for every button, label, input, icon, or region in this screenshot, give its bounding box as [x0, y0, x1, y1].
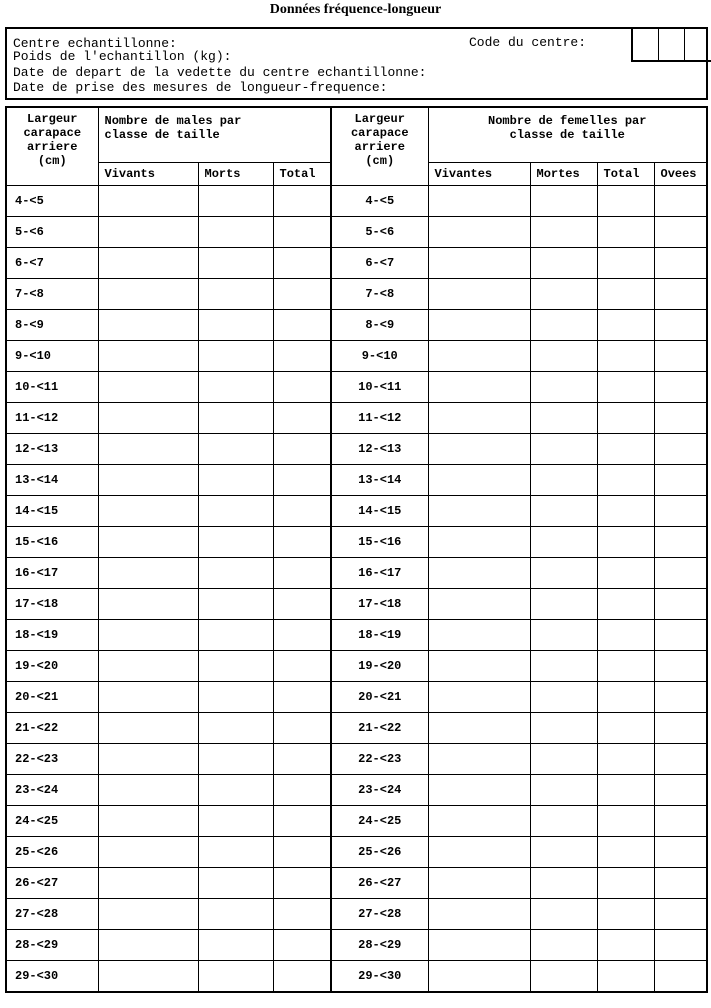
male-count-cell[interactable]	[273, 899, 331, 930]
size-class-label: 27-<28	[331, 899, 428, 930]
size-class-label: 20-<21	[331, 682, 428, 713]
female-count-cell[interactable]	[530, 558, 597, 589]
female-count-cell[interactable]	[654, 496, 707, 527]
size-class-label: 25-<26	[331, 837, 428, 868]
male-count-cell[interactable]	[98, 465, 198, 496]
female-count-cell[interactable]	[530, 186, 597, 217]
size-class-label: 5-<6	[6, 217, 98, 248]
table-row	[6, 806, 707, 837]
table-row	[6, 403, 707, 434]
female-count-cell[interactable]	[654, 899, 707, 930]
male-count-cell[interactable]	[198, 651, 273, 682]
female-count-cell[interactable]	[597, 186, 654, 217]
female-count-cell[interactable]	[428, 341, 530, 372]
size-class-label: 24-<25	[331, 806, 428, 837]
male-count-cell[interactable]	[273, 868, 331, 899]
female-col-header: Total	[597, 163, 654, 186]
female-count-cell[interactable]	[428, 961, 530, 993]
female-count-cell[interactable]	[654, 465, 707, 496]
female-count-cell[interactable]	[597, 682, 654, 713]
size-class-label: 14-<15	[6, 496, 98, 527]
size-class-label: 7-<8	[331, 279, 428, 310]
table-row	[6, 682, 707, 713]
size-class-label: 15-<16	[6, 527, 98, 558]
male-count-cell[interactable]	[273, 403, 331, 434]
female-count-cell[interactable]	[428, 589, 530, 620]
male-count-cell[interactable]	[98, 589, 198, 620]
female-count-cell[interactable]	[654, 558, 707, 589]
code-box[interactable]	[685, 29, 711, 60]
date-prise-label: Date de prise des mesures de longueur-frequence:	[13, 80, 388, 95]
female-count-cell[interactable]	[654, 434, 707, 465]
female-count-cell[interactable]	[428, 651, 530, 682]
female-count-cell[interactable]	[597, 310, 654, 341]
table-row	[6, 558, 707, 589]
female-count-cell[interactable]	[530, 527, 597, 558]
female-count-cell[interactable]	[597, 899, 654, 930]
size-class-label: 22-<23	[6, 744, 98, 775]
female-count-cell[interactable]	[530, 744, 597, 775]
table-row	[6, 372, 707, 403]
female-count-cell[interactable]	[428, 806, 530, 837]
table-row	[6, 713, 707, 744]
male-count-cell[interactable]	[273, 465, 331, 496]
female-count-cell[interactable]	[597, 744, 654, 775]
male-count-cell[interactable]	[273, 620, 331, 651]
size-class-label: 22-<23	[331, 744, 428, 775]
female-count-cell[interactable]	[530, 806, 597, 837]
poids-label: Poids de l'echantillon (kg):	[13, 49, 232, 64]
male-count-cell[interactable]	[198, 372, 273, 403]
sample-info-box	[5, 27, 708, 100]
male-count-cell[interactable]	[198, 620, 273, 651]
male-count-cell[interactable]	[273, 279, 331, 310]
size-class-label: 4-<5	[331, 186, 428, 217]
male-count-cell[interactable]	[198, 868, 273, 899]
size-class-label: 21-<22	[6, 713, 98, 744]
female-count-cell[interactable]	[428, 868, 530, 899]
female-count-cell[interactable]	[597, 837, 654, 868]
female-count-cell[interactable]	[597, 589, 654, 620]
female-count-cell[interactable]	[428, 930, 530, 961]
male-count-cell[interactable]	[273, 806, 331, 837]
female-count-cell[interactable]	[654, 248, 707, 279]
female-count-cell[interactable]	[530, 372, 597, 403]
date-depart-label: Date de depart de la vedette du centre echantillonne:	[13, 65, 427, 80]
page-title: Données fréquence-longueur	[269, 2, 442, 17]
size-class-label: 6-<7	[331, 248, 428, 279]
code-box[interactable]	[659, 29, 685, 60]
female-count-cell[interactable]	[654, 868, 707, 899]
male-count-cell[interactable]	[198, 961, 273, 993]
size-class-label: 10-<11	[331, 372, 428, 403]
male-count-cell[interactable]	[198, 558, 273, 589]
size-class-label: 8-<9	[6, 310, 98, 341]
female-count-cell[interactable]	[428, 248, 530, 279]
female-count-cell[interactable]	[654, 713, 707, 744]
size-class-label: 7-<8	[6, 279, 98, 310]
size-class-label: 4-<5	[6, 186, 98, 217]
table-row	[6, 868, 707, 899]
male-count-cell[interactable]	[98, 496, 198, 527]
size-class-label: 25-<26	[6, 837, 98, 868]
female-count-cell[interactable]	[428, 434, 530, 465]
female-count-cell[interactable]	[597, 930, 654, 961]
size-class-label: 6-<7	[6, 248, 98, 279]
male-count-cell[interactable]	[273, 744, 331, 775]
female-col-header: Ovees	[654, 163, 707, 186]
table-row	[6, 186, 707, 217]
female-count-cell[interactable]	[654, 527, 707, 558]
male-count-cell[interactable]	[98, 651, 198, 682]
frequency-table	[5, 106, 708, 993]
male-count-cell[interactable]	[98, 961, 198, 993]
male-count-cell[interactable]	[273, 961, 331, 993]
female-count-cell[interactable]	[654, 403, 707, 434]
male-count-cell[interactable]	[273, 341, 331, 372]
size-class-label: 14-<15	[331, 496, 428, 527]
table-row	[6, 744, 707, 775]
male-count-cell[interactable]	[198, 310, 273, 341]
code-box[interactable]	[633, 29, 659, 60]
female-count-cell[interactable]	[530, 310, 597, 341]
female-count-cell[interactable]	[597, 558, 654, 589]
male-count-cell[interactable]	[98, 310, 198, 341]
female-count-cell[interactable]	[530, 651, 597, 682]
size-class-label: 19-<20	[331, 651, 428, 682]
female-count-cell[interactable]	[530, 465, 597, 496]
table-row	[6, 341, 707, 372]
table-row	[6, 837, 707, 868]
size-class-label: 19-<20	[6, 651, 98, 682]
female-count-cell[interactable]	[654, 651, 707, 682]
female-count-cell[interactable]	[597, 279, 654, 310]
male-count-cell[interactable]	[98, 713, 198, 744]
male-count-cell[interactable]	[198, 930, 273, 961]
female-count-cell[interactable]	[597, 620, 654, 651]
male-count-cell[interactable]	[198, 496, 273, 527]
male-count-cell[interactable]	[273, 372, 331, 403]
female-count-cell[interactable]	[428, 403, 530, 434]
male-count-cell[interactable]	[98, 434, 198, 465]
male-count-cell[interactable]	[98, 248, 198, 279]
female-count-cell[interactable]	[530, 899, 597, 930]
female-count-cell[interactable]	[597, 713, 654, 744]
female-count-cell[interactable]	[530, 682, 597, 713]
size-class-label: 20-<21	[6, 682, 98, 713]
female-count-cell[interactable]	[530, 868, 597, 899]
size-class-label: 27-<28	[6, 899, 98, 930]
male-count-cell[interactable]	[98, 279, 198, 310]
size-class-label: 12-<13	[331, 434, 428, 465]
male-count-cell[interactable]	[98, 837, 198, 868]
female-count-cell[interactable]	[597, 496, 654, 527]
male-count-cell[interactable]	[98, 806, 198, 837]
table-row	[6, 961, 707, 993]
males-header: Nombre de males par classe de taille	[98, 107, 331, 163]
male-count-cell[interactable]	[98, 930, 198, 961]
female-count-cell[interactable]	[597, 372, 654, 403]
male-count-cell[interactable]	[198, 837, 273, 868]
table-row	[6, 899, 707, 930]
male-count-cell[interactable]	[98, 186, 198, 217]
female-count-cell[interactable]	[428, 713, 530, 744]
size-class-label: 23-<24	[331, 775, 428, 806]
male-count-cell[interactable]	[273, 186, 331, 217]
female-count-cell[interactable]	[654, 217, 707, 248]
table-row	[6, 248, 707, 279]
female-count-cell[interactable]	[428, 837, 530, 868]
female-count-cell[interactable]	[428, 186, 530, 217]
size-class-label: 16-<17	[331, 558, 428, 589]
male-count-cell[interactable]	[198, 465, 273, 496]
female-col-header: Mortes	[530, 163, 597, 186]
male-count-cell[interactable]	[98, 527, 198, 558]
size-class-label: 21-<22	[331, 713, 428, 744]
female-count-cell[interactable]	[597, 527, 654, 558]
table-row	[6, 310, 707, 341]
size-class-label: 13-<14	[331, 465, 428, 496]
male-count-cell[interactable]	[273, 775, 331, 806]
female-count-cell[interactable]	[428, 558, 530, 589]
female-count-cell[interactable]	[597, 434, 654, 465]
size-class-label: 11-<12	[331, 403, 428, 434]
female-count-cell[interactable]	[530, 837, 597, 868]
size-class-label: 16-<17	[6, 558, 98, 589]
female-count-cell[interactable]	[597, 403, 654, 434]
male-count-cell[interactable]	[198, 217, 273, 248]
female-count-cell[interactable]	[654, 775, 707, 806]
females-header: Nombre de femelles par classe de taille	[428, 107, 707, 163]
female-count-cell[interactable]	[428, 310, 530, 341]
female-count-cell[interactable]	[530, 961, 597, 993]
male-count-cell[interactable]	[273, 713, 331, 744]
size-class-label: 15-<16	[331, 527, 428, 558]
male-count-cell[interactable]	[98, 868, 198, 899]
size-class-label: 23-<24	[6, 775, 98, 806]
female-count-cell[interactable]	[428, 775, 530, 806]
female-count-cell[interactable]	[654, 372, 707, 403]
female-count-cell[interactable]	[530, 403, 597, 434]
female-count-cell[interactable]	[597, 248, 654, 279]
male-count-cell[interactable]	[98, 682, 198, 713]
male-count-cell[interactable]	[198, 899, 273, 930]
female-count-cell[interactable]	[530, 775, 597, 806]
table-row	[6, 217, 707, 248]
female-count-cell[interactable]	[597, 217, 654, 248]
female-count-cell[interactable]	[428, 620, 530, 651]
female-count-cell[interactable]	[530, 341, 597, 372]
male-col-header: Total	[273, 163, 331, 186]
size-class-label: 24-<25	[6, 806, 98, 837]
male-count-cell[interactable]	[273, 682, 331, 713]
female-count-cell[interactable]	[530, 930, 597, 961]
table-row	[6, 620, 707, 651]
size-class-label: 29-<30	[6, 961, 98, 993]
female-count-cell[interactable]	[597, 341, 654, 372]
female-count-cell[interactable]	[428, 496, 530, 527]
size-class-label: 17-<18	[6, 589, 98, 620]
female-count-cell[interactable]	[654, 744, 707, 775]
table-row	[6, 465, 707, 496]
size-class-label: 8-<9	[331, 310, 428, 341]
male-count-cell[interactable]	[273, 434, 331, 465]
male-count-cell[interactable]	[198, 713, 273, 744]
male-count-cell[interactable]	[273, 496, 331, 527]
size-class-label: 9-<10	[6, 341, 98, 372]
male-count-cell[interactable]	[273, 930, 331, 961]
female-count-cell[interactable]	[597, 465, 654, 496]
code-centre-boxes[interactable]	[631, 29, 711, 62]
male-count-cell[interactable]	[198, 341, 273, 372]
male-count-cell[interactable]	[198, 403, 273, 434]
female-count-cell[interactable]	[530, 589, 597, 620]
size-class-label: 28-<29	[331, 930, 428, 961]
female-count-cell[interactable]	[597, 868, 654, 899]
female-count-cell[interactable]	[530, 496, 597, 527]
female-count-cell[interactable]	[597, 651, 654, 682]
male-count-cell[interactable]	[273, 589, 331, 620]
male-count-cell[interactable]	[98, 403, 198, 434]
male-count-cell[interactable]	[98, 620, 198, 651]
female-count-cell[interactable]	[654, 310, 707, 341]
male-count-cell[interactable]	[273, 527, 331, 558]
size-class-label: 17-<18	[331, 589, 428, 620]
female-count-cell[interactable]	[654, 186, 707, 217]
male-count-cell[interactable]	[98, 899, 198, 930]
female-count-cell[interactable]	[428, 899, 530, 930]
female-count-cell[interactable]	[654, 930, 707, 961]
male-count-cell[interactable]	[198, 434, 273, 465]
size-class-label: 13-<14	[6, 465, 98, 496]
table-row	[6, 279, 707, 310]
male-count-cell[interactable]	[98, 372, 198, 403]
female-count-cell[interactable]	[654, 806, 707, 837]
table-row	[6, 527, 707, 558]
female-count-cell[interactable]	[597, 961, 654, 993]
table-row	[6, 930, 707, 961]
female-count-cell[interactable]	[530, 248, 597, 279]
male-count-cell[interactable]	[198, 279, 273, 310]
code-centre-label: Code du centre:	[469, 35, 587, 50]
female-count-cell[interactable]	[530, 713, 597, 744]
size-class-label: 18-<19	[6, 620, 98, 651]
male-col-header: Vivants	[98, 163, 198, 186]
male-count-cell[interactable]	[98, 775, 198, 806]
size-class-label: 29-<30	[331, 961, 428, 993]
male-count-cell[interactable]	[198, 682, 273, 713]
size-class-label: 12-<13	[6, 434, 98, 465]
female-count-cell[interactable]	[428, 217, 530, 248]
size-class-label: 28-<29	[6, 930, 98, 961]
male-count-cell[interactable]	[98, 744, 198, 775]
male-count-cell[interactable]	[198, 744, 273, 775]
male-count-cell[interactable]	[273, 310, 331, 341]
female-count-cell[interactable]	[654, 837, 707, 868]
size-class-label: 26-<27	[331, 868, 428, 899]
female-count-cell[interactable]	[530, 217, 597, 248]
female-col-header: Vivantes	[428, 163, 530, 186]
female-count-cell[interactable]	[428, 372, 530, 403]
size-class-label: 10-<11	[6, 372, 98, 403]
male-count-cell[interactable]	[98, 341, 198, 372]
male-count-cell[interactable]	[198, 527, 273, 558]
female-count-cell[interactable]	[530, 620, 597, 651]
female-count-cell[interactable]	[530, 279, 597, 310]
table-row	[6, 651, 707, 682]
male-count-cell[interactable]	[98, 558, 198, 589]
female-count-cell[interactable]	[597, 806, 654, 837]
female-count-cell[interactable]	[654, 682, 707, 713]
female-count-cell[interactable]	[654, 961, 707, 993]
male-count-cell[interactable]	[198, 589, 273, 620]
male-col-header: Morts	[198, 163, 273, 186]
male-count-cell[interactable]	[198, 775, 273, 806]
size-class-label: 5-<6	[331, 217, 428, 248]
table-row	[6, 589, 707, 620]
table-row	[6, 496, 707, 527]
female-count-cell[interactable]	[597, 775, 654, 806]
male-count-cell[interactable]	[273, 248, 331, 279]
size-class-label: 11-<12	[6, 403, 98, 434]
size-class-label: 18-<19	[331, 620, 428, 651]
female-count-cell[interactable]	[654, 589, 707, 620]
female-count-cell[interactable]	[428, 279, 530, 310]
male-count-cell[interactable]	[98, 217, 198, 248]
female-count-cell[interactable]	[428, 527, 530, 558]
male-count-cell[interactable]	[273, 217, 331, 248]
female-count-cell[interactable]	[428, 744, 530, 775]
female-count-cell[interactable]	[530, 434, 597, 465]
size-class-label: 26-<27	[6, 868, 98, 899]
female-count-cell[interactable]	[654, 620, 707, 651]
male-count-cell[interactable]	[198, 806, 273, 837]
size-class-label: 9-<10	[331, 341, 428, 372]
female-count-cell[interactable]	[428, 465, 530, 496]
table-row	[6, 434, 707, 465]
female-count-cell[interactable]	[428, 682, 530, 713]
centre-label: Centre echantillonne:	[13, 36, 177, 51]
table-row	[6, 775, 707, 806]
male-count-cell[interactable]	[273, 837, 331, 868]
male-count-cell[interactable]	[198, 186, 273, 217]
female-count-cell[interactable]	[654, 341, 707, 372]
female-count-cell[interactable]	[654, 279, 707, 310]
male-count-cell[interactable]	[198, 248, 273, 279]
male-count-cell[interactable]	[273, 558, 331, 589]
male-count-cell[interactable]	[273, 651, 331, 682]
right-size-header: Largeur carapace arriere (cm)	[331, 107, 428, 186]
left-size-header: Largeur carapace arriere (cm)	[6, 107, 98, 186]
